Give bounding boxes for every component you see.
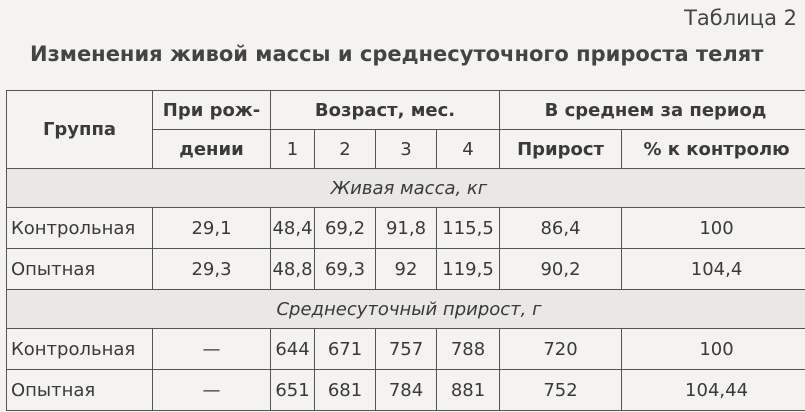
header-period: В среднем за период [500,91,805,130]
cell-group: Опытная [7,370,153,411]
cell-month-2: 681 [315,370,376,411]
header-month-2: 2 [315,130,376,169]
header-birth-line2: дении [153,130,271,169]
cell-gain: 90,2 [500,249,622,290]
cell-percent: 100 [622,208,805,249]
header-age: Возраст, мес. [271,91,500,130]
table-row [7,208,805,249]
cell-month-2: 69,2 [315,208,376,249]
header-gain: Прирост [500,130,622,169]
header-birth-line1: При рож- [153,91,271,130]
cell-month-1: 651 [271,370,315,411]
cell-group: Контрольная [7,329,153,370]
cell-month-1: 48,4 [271,208,315,249]
cell-month-3: 92 [376,249,437,290]
cell-percent: 100 [622,329,805,370]
data-table [6,90,805,411]
header-group: Группа [7,91,153,169]
section-title: Живая масса, кг [7,169,805,208]
table-caption: Изменения живой массы и среднесуточного прироста телят [30,42,764,66]
cell-month-2: 671 [315,329,376,370]
table-row [7,370,805,411]
cell-month-3: 784 [376,370,437,411]
cell-month-4: 881 [437,370,500,411]
cell-birth: 29,1 [153,208,271,249]
cell-birth: — [153,329,271,370]
cell-percent: 104,4 [622,249,805,290]
cell-month-4: 788 [437,329,500,370]
section-title: Среднесуточный прирост, г [7,290,805,329]
cell-group: Опытная [7,249,153,290]
header-month-1: 1 [271,130,315,169]
cell-month-1: 644 [271,329,315,370]
cell-month-1: 48,8 [271,249,315,290]
cell-gain: 86,4 [500,208,622,249]
header-month-4: 4 [437,130,500,169]
table-number: Таблица 2 [684,6,797,30]
header-month-3: 3 [376,130,437,169]
cell-month-4: 119,5 [437,249,500,290]
cell-gain: 752 [500,370,622,411]
cell-group: Контрольная [7,208,153,249]
cell-gain: 720 [500,329,622,370]
header-percent: % к контролю [622,130,805,169]
table-row [7,329,805,370]
cell-month-4: 115,5 [437,208,500,249]
table-row [7,249,805,290]
cell-percent: 104,44 [622,370,805,411]
cell-month-2: 69,3 [315,249,376,290]
cell-month-3: 757 [376,329,437,370]
cell-birth: — [153,370,271,411]
cell-month-3: 91,8 [376,208,437,249]
cell-birth: 29,3 [153,249,271,290]
